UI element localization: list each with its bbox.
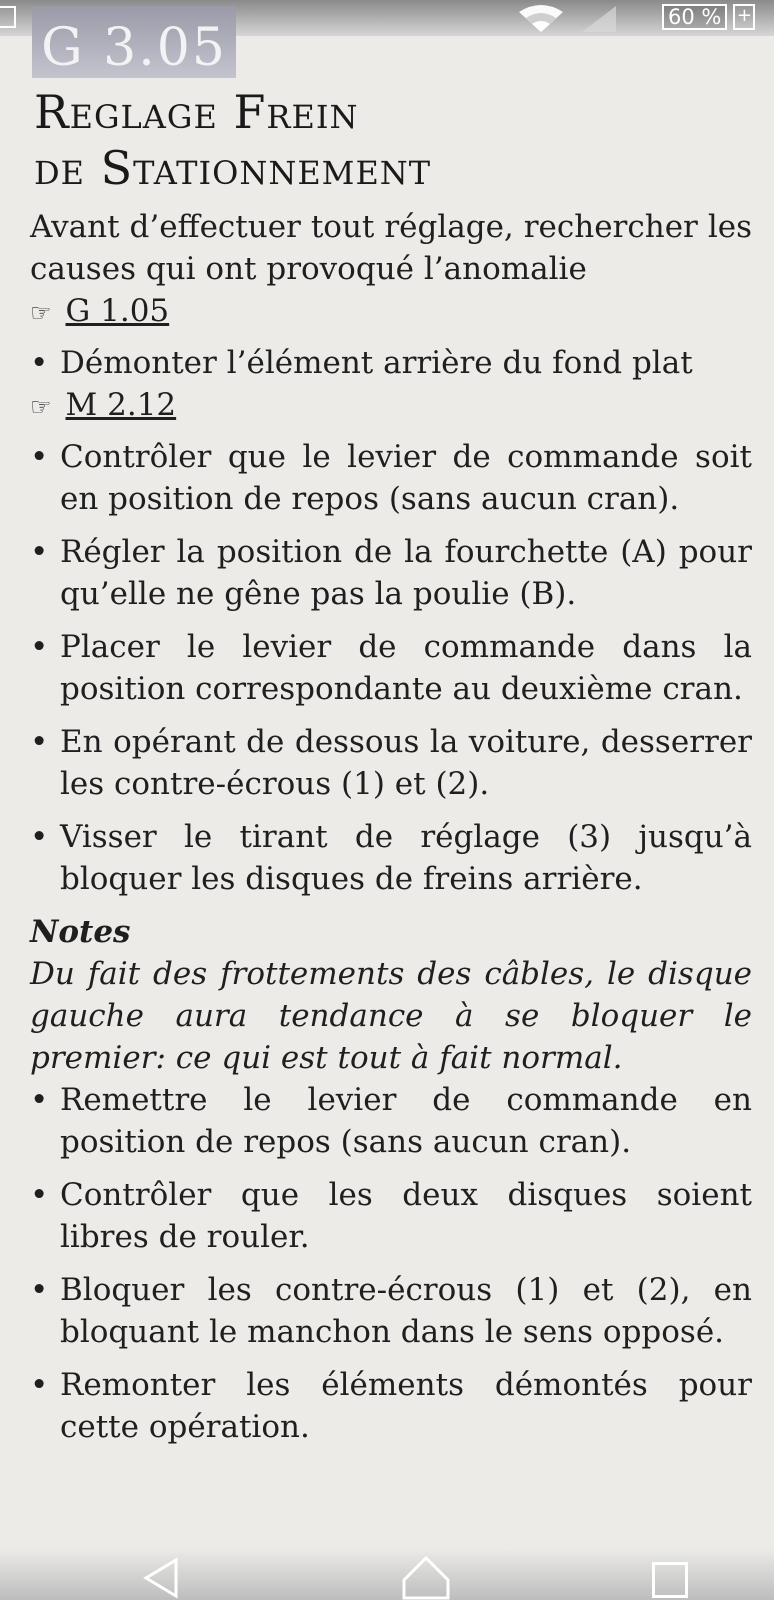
section-code-badge: G 3.05 [32,6,236,78]
pointing-hand-icon: ☞ [30,393,52,421]
screenshot-indicator-icon [0,6,16,28]
battery-indicator [662,4,755,30]
list-item: • Contrôler que les deux disques soient libres de rouler. [30,1174,752,1258]
intro-reference[interactable] [30,290,752,334]
battery-plus-icon: + [733,4,755,30]
list-item: • Visser le tirant de réglage (3) jusqu’à bloquer les disques de freins arrière. [30,816,752,900]
steps-list-c [30,1079,752,1448]
reference-code[interactable]: M 2.12 [65,387,177,423]
home-icon[interactable] [400,1554,452,1600]
pointing-hand-icon: ☞ [30,299,52,327]
back-icon[interactable] [140,1556,184,1600]
reference-code[interactable]: G 1.05 [65,293,170,329]
steps-list-a [30,342,752,384]
title-line-1: Reglage Frein [34,85,359,139]
cell-signal-icon [580,4,620,34]
list-item: • Régler la position de la fourchette (A) pour qu’elle ne gêne pas la poulie (B). [30,531,752,615]
list-item: • Remettre le levier de commande en position de repos (sans aucun cran). [30,1079,752,1163]
step-reference[interactable] [30,384,752,428]
notes-text: Du fait des frottements des câbles, le disque gauche aura tendance à se bloquer le premier: ce qui est tout à fait normal. [30,956,752,1076]
battery-level: 60 % [662,4,727,30]
list-item: • Placer le levier de commande dans la position correspondante au deuxième cran. [30,626,752,710]
intro-paragraph: Avant d’effectuer tout réglage, rechercher les causes qui ont provoqué l’anomalie [30,209,752,287]
wifi-icon [516,4,566,34]
recent-apps-icon[interactable] [652,1562,688,1598]
navigation-bar [0,1548,774,1600]
list-item: • En opérant de dessous la voiture, desserrer les contre-écrous (1) et (2). [30,721,752,805]
notes-heading: Notes [30,914,131,950]
title-line-2: de Stationnement [34,141,432,195]
step-text: Démonter l’élément arrière du fond plat [60,345,693,381]
steps-list-b [30,436,752,900]
document-body [30,206,752,1459]
list-item: • Bloquer les contre-écrous (1) et (2), en bloquant le manchon dans le sens opposé. [30,1269,752,1353]
list-item: • Remonter les éléments démontés pour cette opération. [30,1364,752,1448]
list-item: • Contrôler que le levier de commande soit en position de repos (sans aucun cran). [30,436,752,520]
list-item [30,342,752,384]
page-title [34,84,754,196]
